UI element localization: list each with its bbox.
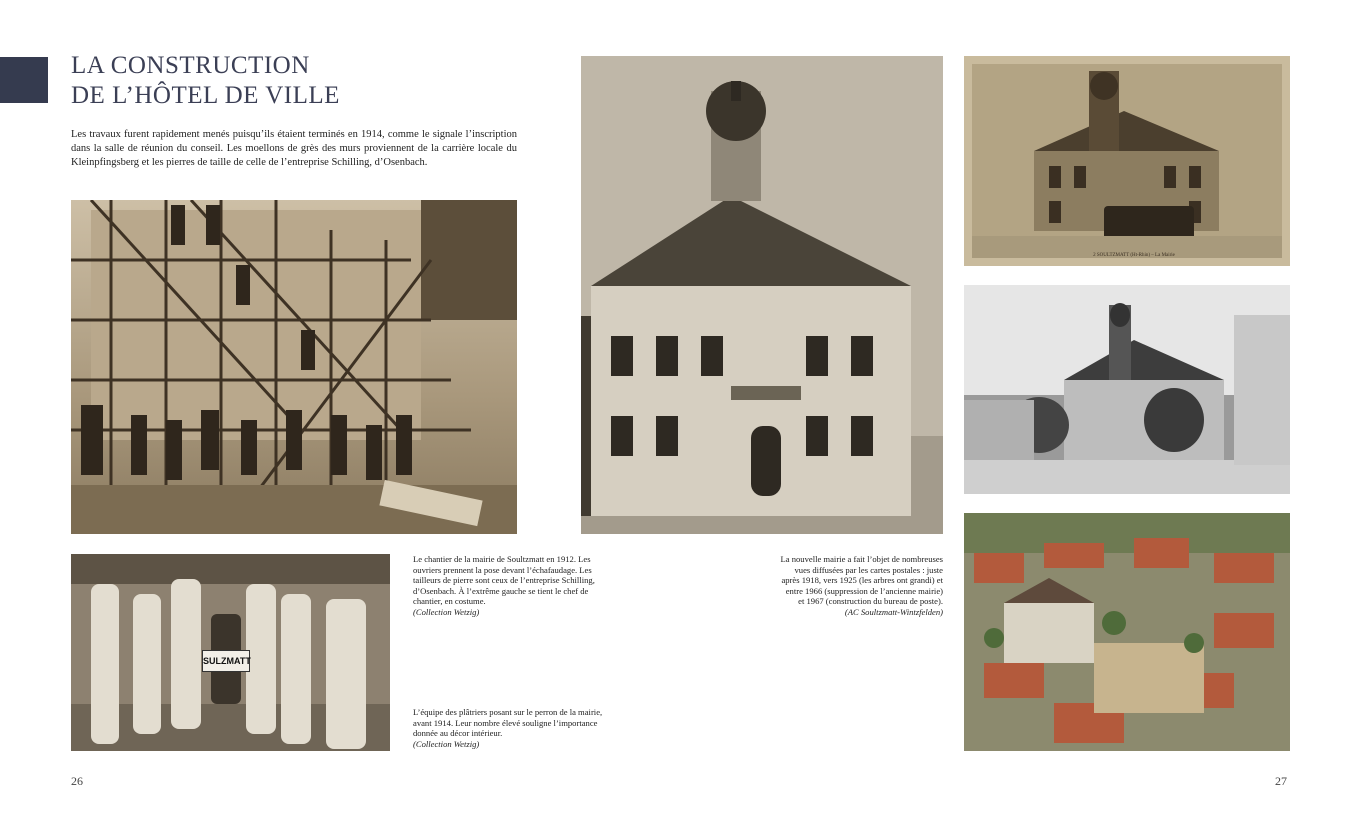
postcards-caption-text: La nouvelle mairie a fait l’objet de nombreuses vues diffusées par les cartes postales : juste après 1918, vers 1925 (les arbres ont grandi) et entre 1966 (suppression de l’ancienne mairie) et 1967 (construction du bureau de poste). xyxy=(780,554,943,606)
postcards-caption xyxy=(778,554,943,617)
town-hall-photo xyxy=(581,56,943,534)
page-number-left: 26 xyxy=(71,774,83,788)
plasterers-caption xyxy=(413,707,608,749)
chapter-tab-marker xyxy=(0,57,48,103)
postcard-1925-photo xyxy=(964,285,1290,494)
page-title xyxy=(71,51,551,111)
scaffolding-caption xyxy=(413,554,608,617)
title-line-1: LA CONSTRUCTION xyxy=(71,52,310,79)
postcard-legend: 2 SOULTZMATT (Ht-Rhin) – La Mairie xyxy=(1093,253,1175,258)
plasterers-caption-text: L’équipe des plâtriers posant sur le perron de la mairie, avant 1914. Leur nombre élevé souligne l’importance donnée au décor intérieur. xyxy=(413,707,603,738)
plasterers-photo xyxy=(71,554,390,751)
intro-paragraph: Les travaux furent rapidement menés puisqu’ils étaient terminés en 1914, comme le signale l’inscription dans la salle de réunion du conseil. Les moellons de grès des murs proviennent de la carrière locale du Kleinpfingsberg et les pierres de taille de celle de l’entreprise Schilling, d’Osenbach. xyxy=(71,129,517,168)
plasterers-caption-credit: (Collection Wetzig) xyxy=(413,738,480,749)
postcard-1918-photo xyxy=(964,56,1290,266)
sulzmatt-sign: SULZMATT xyxy=(202,650,250,672)
aerial-postcard-photo xyxy=(964,513,1290,751)
postcards-caption-credit: (AC Soultzmatt-Wintzfelden) xyxy=(844,606,943,617)
scaffolding-photo xyxy=(71,200,517,534)
scaffolding-caption-credit: (Collection Wetzig) xyxy=(413,606,480,617)
scaffolding-caption-text: Le chantier de la mairie de Soultzmatt en 1912. Les ouvriers prennent la pose devant l’échafaudage. Les tailleurs de pierre sont ceux de l’entreprise Schilling, d’Osenbach. À l’extrême gauche se tient le chef de chantier, en costume. xyxy=(413,554,595,606)
page-number-right: 27 xyxy=(1275,774,1287,788)
title-line-2: DE L’HÔTEL DE VILLE xyxy=(71,82,340,109)
